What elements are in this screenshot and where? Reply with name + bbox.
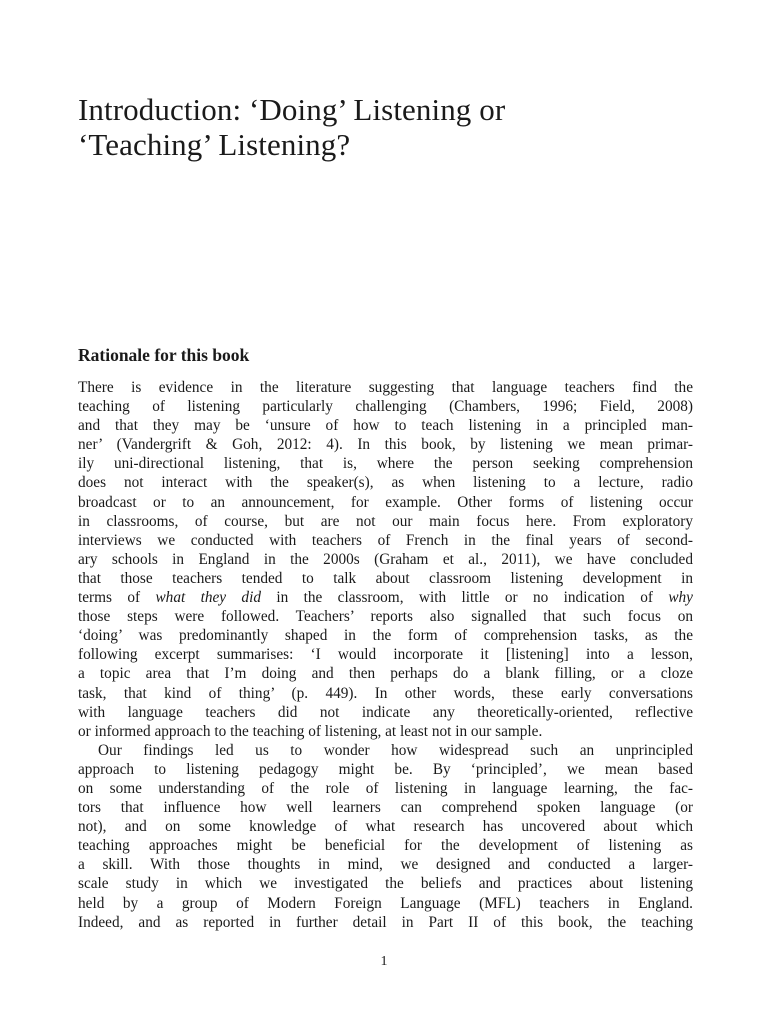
body-line: approach to listening pedagogy might be. By ‘principled’, we mean based <box>78 760 693 778</box>
chapter-title <box>78 92 698 162</box>
body-line-segment: terms of <box>78 589 156 607</box>
body-line: held by a group of Modern Foreign Language (MFL) teachers in England. <box>78 894 693 912</box>
section-heading: Rationale for this book <box>78 345 250 365</box>
body-line: scale study in which we investigated the beliefs and practices about listening <box>78 875 693 893</box>
body-line: broadcast or to an announcement, for example. Other forms of listening occur <box>78 493 693 511</box>
body-line: interviews we conducted with teachers of French in the final years of second- <box>78 531 693 549</box>
body-text <box>78 378 693 932</box>
page-number: 1 <box>380 954 388 969</box>
chapter-title-line-2: ‘Teaching’ Listening? <box>78 127 351 162</box>
body-line: ary schools in England in the 2000s (Graham et al., 2011), we have concluded <box>78 550 693 568</box>
body-line: task, that kind of thing’ (p. 449). In other words, these early conversations <box>78 684 693 702</box>
body-line-segment: in the classroom, with little or no indication of <box>260 589 669 607</box>
chapter-title-line-1: Introduction: ‘Doing’ Listening or <box>78 92 506 127</box>
body-line: ily uni-directional listening, that is, where the person seeking comprehension <box>78 455 693 473</box>
body-line: and that they may be ‘unsure of how to teach listening in a principled man- <box>78 417 693 435</box>
body-line: does not interact with the speaker(s), as when listening to a lecture, radio <box>78 474 693 492</box>
body-line: with language teachers did not indicate any theoretically-oriented, reflective <box>78 703 693 721</box>
body-line: those steps were followed. Teachers’ reports also signalled that such focus on <box>78 608 693 626</box>
body-line: in classrooms, of course, but are not our main focus here. From exploratory <box>78 512 693 530</box>
body-line-paragraph-start: Our findings led us to wonder how widespread such an unprincipled <box>98 741 693 759</box>
body-line-with-italics <box>78 588 693 607</box>
emphasis-what-they-did: what they did <box>155 589 261 607</box>
body-line: ner’ (Vandergrift & Goh, 2012: 4). In this book, by listening we mean primar- <box>78 436 693 454</box>
emphasis-why: why <box>668 589 693 607</box>
body-line: a topic area that I’m doing and then perhaps do a blank filling, or a cloze <box>78 665 693 683</box>
body-line: on some understanding of the role of listening in language learning, the fac- <box>78 779 693 797</box>
body-line: a skill. With those thoughts in mind, we designed and conducted a larger- <box>78 856 693 874</box>
body-line: that those teachers tended to talk about classroom listening development in <box>78 569 693 587</box>
body-line: following excerpt summarises: ‘I would incorporate it [listening] into a lesson, <box>78 646 693 664</box>
body-line: There is evidence in the literature suggesting that language teachers find the <box>78 379 693 396</box>
body-line: teaching approaches might be beneficial for the development of listening as <box>78 837 693 855</box>
body-line: or informed approach to the teaching of listening, at least not in our sample. <box>78 722 543 740</box>
body-line: tors that influence how well learners can comprehend spoken language (or <box>78 799 693 817</box>
body-line: Indeed, and as reported in further detail in Part II of this book, the teaching <box>78 913 693 931</box>
body-line: ‘doing’ was predominantly shaped in the form of comprehension tasks, as the <box>78 627 693 645</box>
body-line: teaching of listening particularly challenging (Chambers, 1996; Field, 2008) <box>78 398 693 416</box>
body-line: not), and on some knowledge of what research has uncovered about which <box>78 818 693 836</box>
